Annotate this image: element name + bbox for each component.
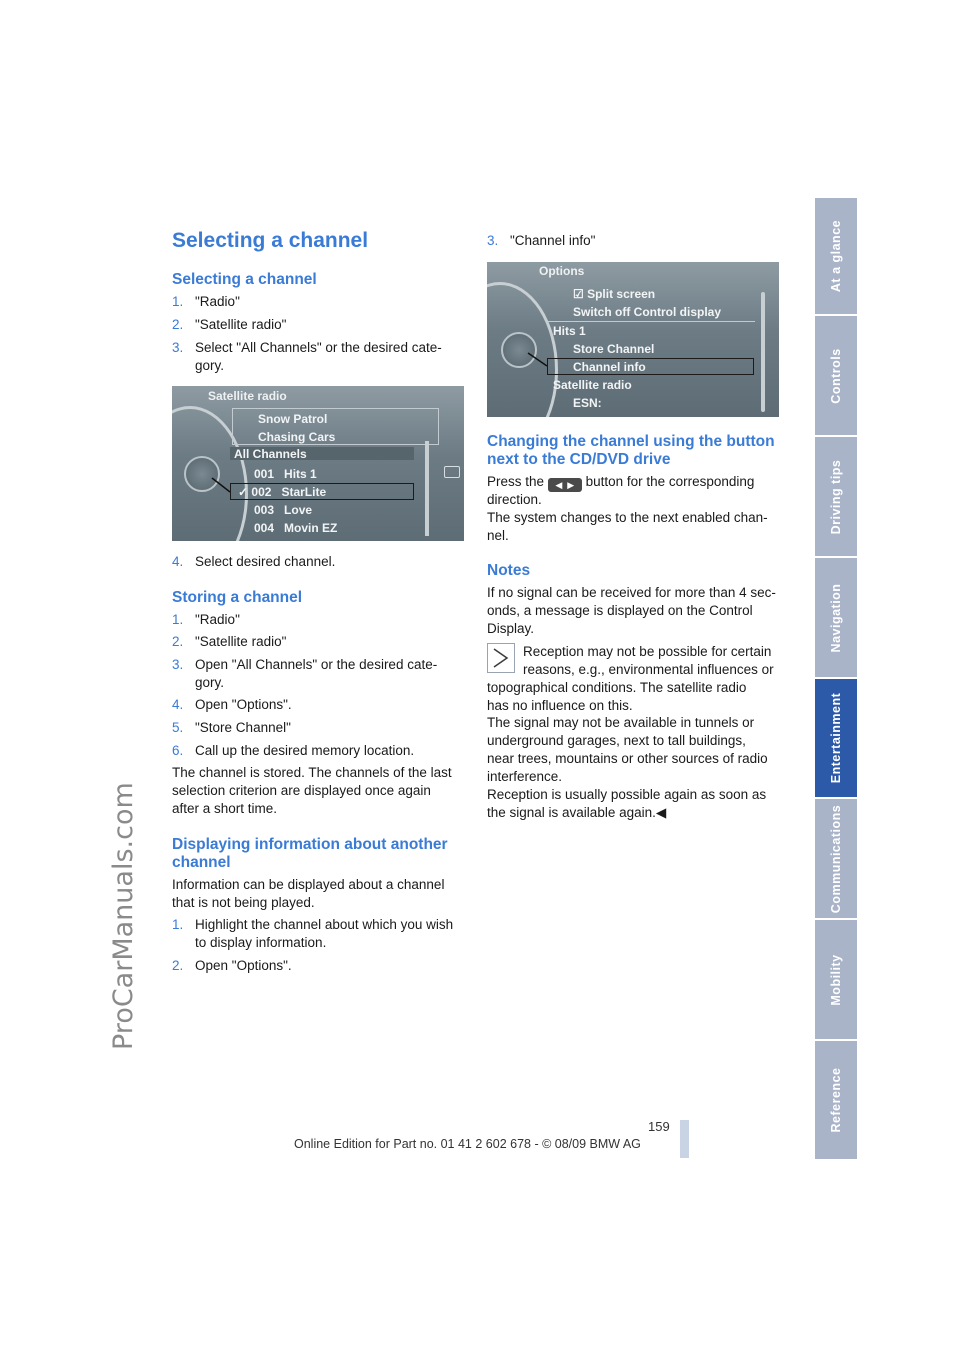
paragraph: Press the ◀ ▶ button for the corresponding [487, 474, 755, 490]
page-number: 159 [648, 1119, 670, 1134]
paragraph: topographical conditions. The satellite radio [487, 680, 747, 695]
list-item: gory. [195, 358, 225, 373]
paragraph: The signal may not be available in tunnels or [487, 715, 755, 730]
paragraph: after a short time. [172, 801, 278, 816]
paragraph: underground garages, next to tall buildings, [487, 733, 746, 748]
tab-at-a-glance[interactable]: At a glance [815, 198, 857, 316]
note-text: Reception may not be possible for certain [523, 644, 772, 659]
list-item: gory. [195, 675, 225, 690]
paragraph: onds, a message is displayed on the Control [487, 603, 753, 618]
highlight-box [547, 358, 754, 375]
tab-navigation[interactable]: Navigation [815, 558, 857, 679]
pointer-line [200, 470, 240, 500]
screen-row: Hits 1 [553, 324, 586, 338]
screen-row: ☑ Split screen [573, 287, 656, 301]
watermark: ProCarManuals.com [108, 782, 139, 1050]
screen-row: Satellite radio [553, 378, 632, 392]
channel-row: ✓ 002 StarLite [238, 485, 327, 499]
list-item: 5. "Store Channel" [172, 720, 291, 735]
list-item: 1. Highlight the channel about which you wish [172, 917, 454, 932]
list-item: 2. "Satellite radio" [172, 634, 287, 649]
list-item: to display information. [195, 935, 327, 950]
pointer-line [520, 350, 550, 370]
list-item: 4. Open "Options". [172, 697, 292, 712]
section-title-changing: Changing the channel using the button [487, 433, 775, 450]
paragraph: direction. [487, 492, 542, 507]
paragraph: near trees, mountains or other sources of radio [487, 751, 768, 766]
section-title-displaying-2: channel [172, 854, 231, 871]
screen-row: Snow Patrol [258, 412, 328, 426]
list-item: 2. "Satellite radio" [172, 317, 287, 332]
paragraph: The system changes to the next enabled chan- [487, 510, 768, 525]
screen-row-selected: All Channels [234, 447, 307, 461]
tab-entertainment[interactable]: Entertainment [815, 679, 857, 799]
paragraph: The channel is stored. The channels of the last [172, 765, 452, 780]
section-title-selecting: Selecting a channel [172, 271, 317, 288]
list-item: 6. Call up the desired memory location. [172, 743, 415, 758]
scrollbar [761, 292, 765, 412]
section-title-storing: Storing a channel [172, 589, 303, 606]
tab-reference[interactable]: Reference [815, 1041, 857, 1161]
page-title: Selecting a channel [172, 229, 369, 252]
channel-row: 001 Hits 1 [254, 467, 317, 481]
note-icon [487, 643, 515, 673]
page-marker [680, 1120, 689, 1158]
highlight-box [230, 483, 414, 500]
list-item: 1. "Radio" [172, 612, 240, 627]
channel-row: 003 Love [254, 503, 313, 517]
tab-mobility[interactable]: Mobility [815, 920, 857, 1041]
paragraph: nel. [487, 528, 509, 543]
screen-row-selected: Channel info [573, 360, 646, 374]
screen-row: ESN: [573, 396, 602, 410]
seek-button-icon: ◀ ▶ [548, 478, 582, 492]
options-screenshot [487, 262, 779, 417]
screen-header: Satellite radio [208, 389, 287, 403]
footer-text: Online Edition for Part no. 01 41 2 602 678 - © 08/09 BMW AG [294, 1137, 641, 1151]
tab-controls[interactable]: Controls [815, 316, 857, 437]
note-text: reasons, e.g., environmental influences or [523, 662, 774, 677]
list-item: 3. "Channel info" [487, 233, 596, 248]
paragraph: Display. [487, 621, 535, 636]
screen-row: Chasing Cars [258, 430, 336, 444]
section-title-displaying: Displaying information about another [172, 836, 448, 853]
paragraph: that is not being played. [172, 895, 315, 910]
paragraph: interference. [487, 769, 563, 784]
paragraph: If no signal can be received for more than 4 sec- [487, 585, 776, 600]
screen-header: Options [539, 264, 585, 278]
screen-row: Switch off Control display [573, 305, 722, 319]
checkbox-icon: ☑ [573, 287, 588, 301]
list-item: 3. Select "All Channels" or the desired cate- [172, 340, 442, 355]
satellite-radio-screenshot [172, 386, 464, 541]
paragraph: selection criterion are displayed once again [172, 783, 431, 798]
paragraph: Information can be displayed about a channel [172, 877, 445, 892]
screen-row: Store Channel [573, 342, 655, 356]
list-item: 1. "Radio" [172, 294, 240, 309]
channel-row: 004 Movin EZ [254, 521, 338, 535]
paragraph: Reception is usually possible again as soon as [487, 787, 767, 802]
scrollbar [425, 441, 429, 536]
paragraph: the signal is available again.◀ [487, 805, 667, 820]
side-button-icon [444, 466, 460, 478]
tab-driving-tips[interactable]: Driving tips [815, 437, 857, 558]
list-item: 3. Open "All Channels" or the desired cate- [172, 657, 438, 672]
section-title-changing-2: next to the CD/DVD drive [487, 451, 671, 468]
checkmark-icon: ✓ [238, 485, 249, 499]
tab-communications[interactable]: Communications [815, 799, 857, 920]
list-item: 4. Select desired channel. [172, 554, 336, 569]
section-title-notes: Notes [487, 562, 531, 579]
paragraph: has no influence on this. [487, 698, 633, 713]
list-item: 2. Open "Options". [172, 958, 292, 973]
